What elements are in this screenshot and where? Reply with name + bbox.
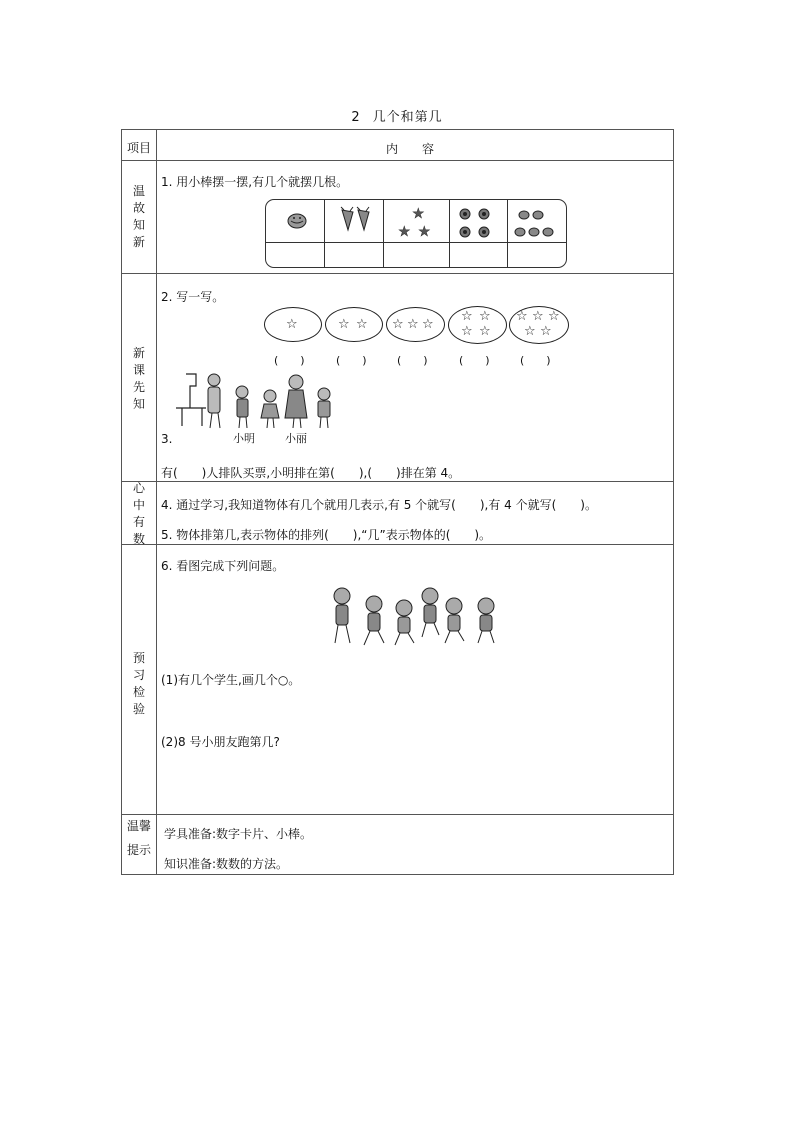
name-label-xiaoli: 小丽: [285, 432, 307, 445]
column-divider: [156, 129, 157, 874]
row-divider: [121, 814, 674, 815]
question-3-text: 有( )人排队买票,小明排在第( ),( )排在第 4。: [161, 466, 461, 480]
star-icon: ☆: [356, 317, 368, 332]
question-1-text: 1. 用小棒摆一摆,有几个就摆几根。: [161, 175, 349, 189]
star-icon: ☆: [532, 309, 544, 324]
star-icon: ☆: [479, 309, 491, 324]
star-icon: ☆: [422, 317, 434, 332]
question-2-text: 2. 写一写。: [161, 290, 225, 304]
star-icon: ☆: [286, 317, 298, 332]
answer-blank[interactable]: ( ): [520, 354, 551, 367]
star-icon: ☆: [524, 324, 536, 339]
star-oval-5: [509, 306, 569, 344]
tip-tools: 学具准备:数字卡片、小棒。: [164, 827, 313, 841]
section-label-summary: 心 中 有 数: [132, 481, 145, 546]
question-6-part-2: (2)8 号小朋友跑第几?: [161, 735, 280, 749]
svg-text:★: ★: [398, 224, 411, 240]
q1-picture-table: [265, 199, 567, 268]
svg-text:★: ★: [418, 224, 431, 240]
star-icon: ☆: [479, 324, 491, 339]
question-4-text: 4. 通过学习,我知道物体有几个就用几表示,有 5 个就写( ),有 4 个就写( )。: [161, 498, 597, 512]
question-6-part-1: (1)有几个学生,画几个○。: [161, 673, 301, 687]
title-number: 2: [351, 110, 361, 125]
svg-text:★: ★: [412, 206, 425, 222]
row-divider: [121, 273, 674, 274]
row-divider: [121, 481, 674, 482]
starfish-icon: [394, 204, 438, 240]
row-divider: [121, 544, 674, 545]
table-border-bottom: [121, 874, 674, 875]
header-item: 项目: [126, 141, 151, 155]
answer-blank[interactable]: ( ): [459, 354, 490, 367]
star-oval-2: [325, 307, 383, 342]
question-5-text: 5. 物体排第几,表示物体的排列( ),“几”表示物体的( )。: [161, 528, 492, 542]
question-6-text: 6. 看图完成下列问题。: [161, 559, 285, 573]
peach-icon: [514, 208, 560, 240]
star-oval-3: [386, 307, 445, 342]
star-icon: ☆: [407, 317, 419, 332]
star-icon: ☆: [461, 309, 473, 324]
name-label-xiaoming: 小明: [233, 432, 255, 445]
star-icon: ☆: [540, 324, 552, 339]
star-icon: ☆: [548, 309, 560, 324]
table-border-right: [673, 129, 674, 874]
title-text: 几个和第几: [372, 110, 443, 125]
carrot-icon: [338, 206, 376, 234]
star-oval-4: [448, 306, 507, 344]
queue-illustration: [172, 370, 362, 432]
star-icon: ☆: [461, 324, 473, 339]
table-border-top: [121, 129, 674, 130]
page-title: [0, 106, 794, 125]
answer-blank[interactable]: ( ): [274, 354, 305, 367]
star-icon: ☆: [338, 317, 350, 332]
header-content: 内 容: [386, 142, 435, 156]
answer-blank[interactable]: ( ): [397, 354, 428, 367]
star-icon: ☆: [516, 309, 528, 324]
apple-icon: [286, 210, 308, 230]
section-label-tips: 温馨 提示: [126, 819, 151, 857]
star-oval-1: [264, 307, 322, 342]
star-icon: ☆: [392, 317, 404, 332]
section-label-review: 温 故 知 新: [132, 184, 145, 249]
tip-knowledge: 知识准备:数数的方法。: [164, 857, 289, 871]
row-divider: [121, 160, 674, 161]
sunflower-icon: [456, 206, 500, 240]
section-label-check: 预 习 检 验: [132, 651, 145, 716]
question-3-number: 3.: [161, 432, 173, 446]
running-children-illustration: [330, 584, 500, 650]
answer-blank[interactable]: ( ): [336, 354, 367, 367]
section-label-preview: 新 课 先 知: [132, 346, 145, 411]
